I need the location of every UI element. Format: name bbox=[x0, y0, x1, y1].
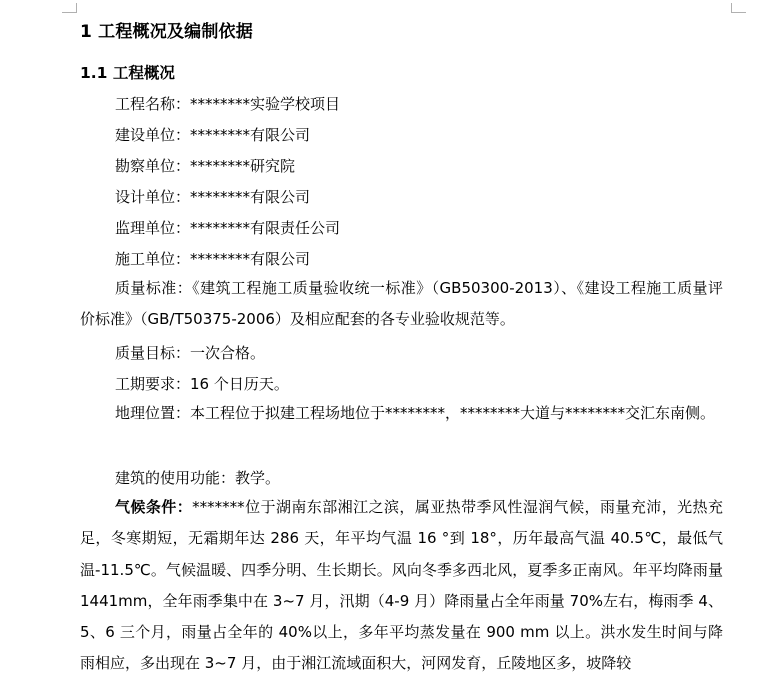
schedule-requirement: 工期要求：16 个日历天。 bbox=[115, 375, 289, 393]
info-project-name: 工程名称：********实验学校项目 bbox=[115, 95, 341, 113]
margin-corner-mark-top-left bbox=[62, 3, 77, 13]
heading-2: 1.1 工程概况 bbox=[80, 64, 175, 82]
info-supervision-unit: 监理单位：********有限责任公司 bbox=[115, 219, 341, 237]
info-survey-unit: 勘察单位：********研究院 bbox=[115, 157, 296, 175]
climate-paragraph bbox=[80, 492, 723, 680]
info-design-unit: 设计单位：********有限公司 bbox=[115, 188, 311, 206]
climate-label: 气候条件： bbox=[115, 498, 193, 516]
climate-text: *******位于湖南东部湘江之滨，属亚热带季风性湿润气候，雨量充沛，光热充足，冬寒期短，无霜期年达 286 天，年平均气温 16 °到 18°，历年最高气温 40.5℃，最低气温-11.5℃。气候温暖、四季分明、生长期长。风向冬季多西北风，夏季多正南风。年平均降雨量 1441mm，全年雨季集中在 3~7 月，汛期（4-9 月）降雨量占全年雨量 70%左右，梅雨季 4、5、6 三个月，雨量占全年的 40%以上，多年平均蒸发量在 900 mm 以上。洪水发生时间与降雨相应，多出现在 3~7 月，由于湘江流域面积大，河网发育，丘陵地区多，坡降较 bbox=[80, 498, 723, 673]
quality-standard-paragraph: 质量标准：《建筑工程施工质量验收统一标准》（GB50300-2013）、《建设工程施工质量评价标准》（GB/T50375-2006）及相应配套的各专业验收规范等。 bbox=[80, 279, 723, 329]
quality-goal: 质量目标：一次合格。 bbox=[115, 344, 266, 362]
info-construction-unit: 建设单位：********有限公司 bbox=[115, 126, 311, 144]
location-paragraph: 地理位置：本工程位于拟建工程场地位于********，********大道与********交汇东南侧。 bbox=[115, 404, 716, 422]
heading-1: 1 工程概况及编制依据 bbox=[80, 22, 253, 42]
building-function: 建筑的使用功能：教学。 bbox=[115, 469, 281, 487]
margin-corner-mark-top-right bbox=[731, 3, 746, 13]
info-contractor-unit: 施工单位：********有限公司 bbox=[115, 250, 311, 268]
